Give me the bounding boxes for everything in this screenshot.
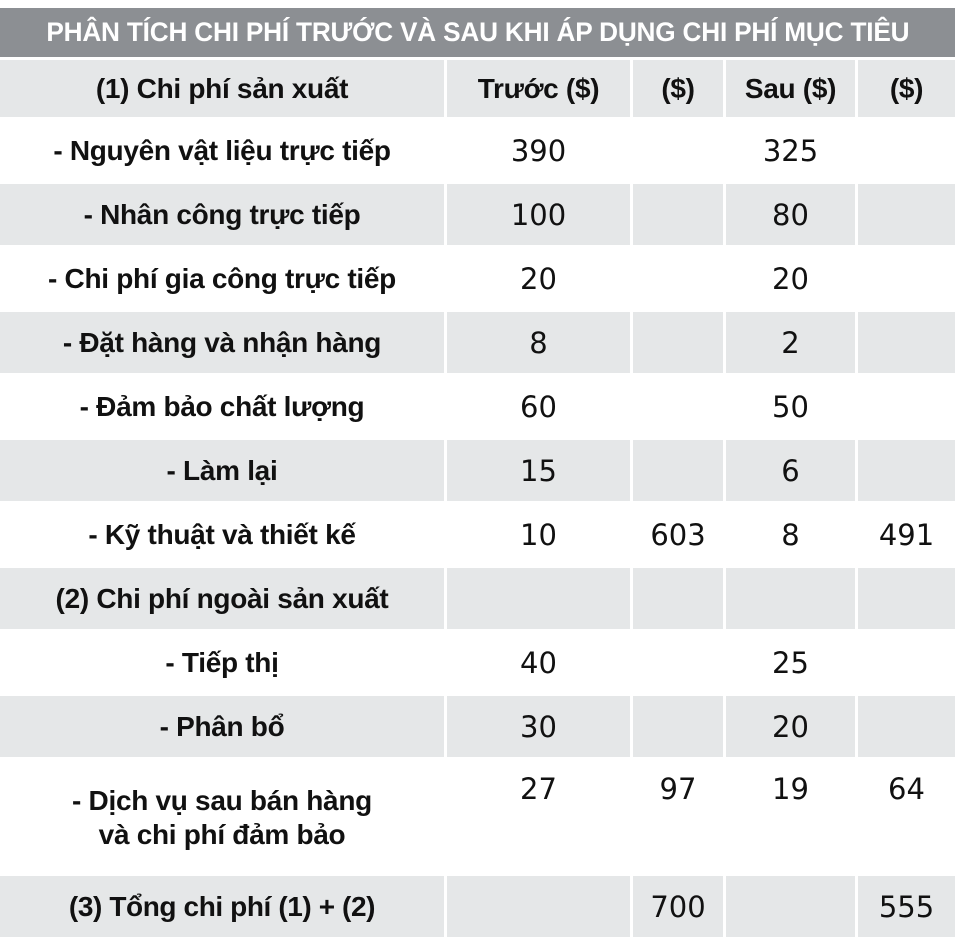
row-label: (2) Chi phí ngoài sản xuất — [0, 568, 447, 632]
cell-after: 80 — [726, 184, 858, 248]
column-header-after: Sau ($) — [726, 60, 858, 120]
row-label: - Nguyên vật liệu trực tiếp — [0, 120, 447, 184]
cell-before-total: 97 — [633, 760, 726, 876]
cell-after: 20 — [726, 696, 858, 760]
cell-before: 100 — [447, 184, 633, 248]
cell-after: 6 — [726, 440, 858, 504]
table-row — [0, 184, 955, 248]
cell-after-total — [858, 632, 955, 696]
cell-after: 20 — [726, 248, 858, 312]
cell-after: 8 — [726, 504, 858, 568]
cell-after: 325 — [726, 120, 858, 184]
cell-before-total — [633, 184, 726, 248]
cell-before-total — [633, 312, 726, 376]
column-header-before-total: ($) — [633, 60, 726, 120]
table-row-total — [0, 876, 955, 940]
cell-before — [447, 876, 633, 940]
table-row — [0, 376, 955, 440]
row-label: (3) Tổng chi phí (1) + (2) — [0, 876, 447, 940]
cell-after-total — [858, 696, 955, 760]
cell-before-total — [633, 696, 726, 760]
cell-before: 60 — [447, 376, 633, 440]
row-label: - Tiếp thị — [0, 632, 447, 696]
cost-analysis-table — [0, 60, 955, 940]
cell-before-total — [633, 248, 726, 312]
cell-before: 30 — [447, 696, 633, 760]
cell-before: 20 — [447, 248, 633, 312]
table-header-row — [0, 60, 955, 120]
table-row — [0, 632, 955, 696]
cell-after: 50 — [726, 376, 858, 440]
cell-before-total: 603 — [633, 504, 726, 568]
cell-after-total — [858, 184, 955, 248]
cell-before: 8 — [447, 312, 633, 376]
row-label: - Đặt hàng và nhận hàng — [0, 312, 447, 376]
table-row — [0, 248, 955, 312]
cell-before-total — [633, 376, 726, 440]
cell-after-total: 491 — [858, 504, 955, 568]
cell-after: 19 — [726, 760, 858, 876]
cell-before: 40 — [447, 632, 633, 696]
column-header-after-total: ($) — [858, 60, 955, 120]
row-label: - Kỹ thuật và thiết kế — [0, 504, 447, 568]
cell-after-total: 555 — [858, 876, 955, 940]
table-row — [0, 696, 955, 760]
cell-before: 27 — [447, 760, 633, 876]
cell-before-total — [633, 440, 726, 504]
row-label: - Đảm bảo chất lượng — [0, 376, 447, 440]
cell-after-total: 64 — [858, 760, 955, 876]
cell-before-total: 700 — [633, 876, 726, 940]
table-row-section-header — [0, 568, 955, 632]
cell-before: 390 — [447, 120, 633, 184]
cell-after-total — [858, 568, 955, 632]
row-label: - Phân bổ — [0, 696, 447, 760]
row-label — [0, 760, 447, 876]
cell-before-total — [633, 568, 726, 632]
cell-after-total — [858, 120, 955, 184]
row-label: - Làm lại — [0, 440, 447, 504]
row-label: - Nhân công trực tiếp — [0, 184, 447, 248]
column-header-label: (1) Chi phí sản xuất — [0, 60, 447, 120]
cell-before — [447, 568, 633, 632]
cell-before: 15 — [447, 440, 633, 504]
table-title-bar — [0, 8, 955, 57]
table-row — [0, 120, 955, 184]
table-row — [0, 760, 955, 876]
cell-after — [726, 876, 858, 940]
table-title: PHÂN TÍCH CHI PHÍ TRƯỚC VÀ SAU KHI ÁP DỤNG CHI PHÍ MỤC TIÊU — [46, 17, 909, 47]
cell-after: 2 — [726, 312, 858, 376]
row-label-line1: - Dịch vụ sau bán hàng — [72, 785, 372, 817]
cell-after — [726, 568, 858, 632]
row-label-line2: và chi phí đảm bảo — [98, 818, 346, 850]
cell-after-total — [858, 376, 955, 440]
table-row — [0, 440, 955, 504]
row-label: - Chi phí gia công trực tiếp — [0, 248, 447, 312]
cell-before-total — [633, 120, 726, 184]
cell-after-total — [858, 248, 955, 312]
column-header-before: Trước ($) — [447, 60, 633, 120]
cell-after-total — [858, 440, 955, 504]
table-row — [0, 504, 955, 568]
table-row — [0, 312, 955, 376]
cell-before: 10 — [447, 504, 633, 568]
cell-after: 25 — [726, 632, 858, 696]
cell-after-total — [858, 312, 955, 376]
cell-before-total — [633, 632, 726, 696]
